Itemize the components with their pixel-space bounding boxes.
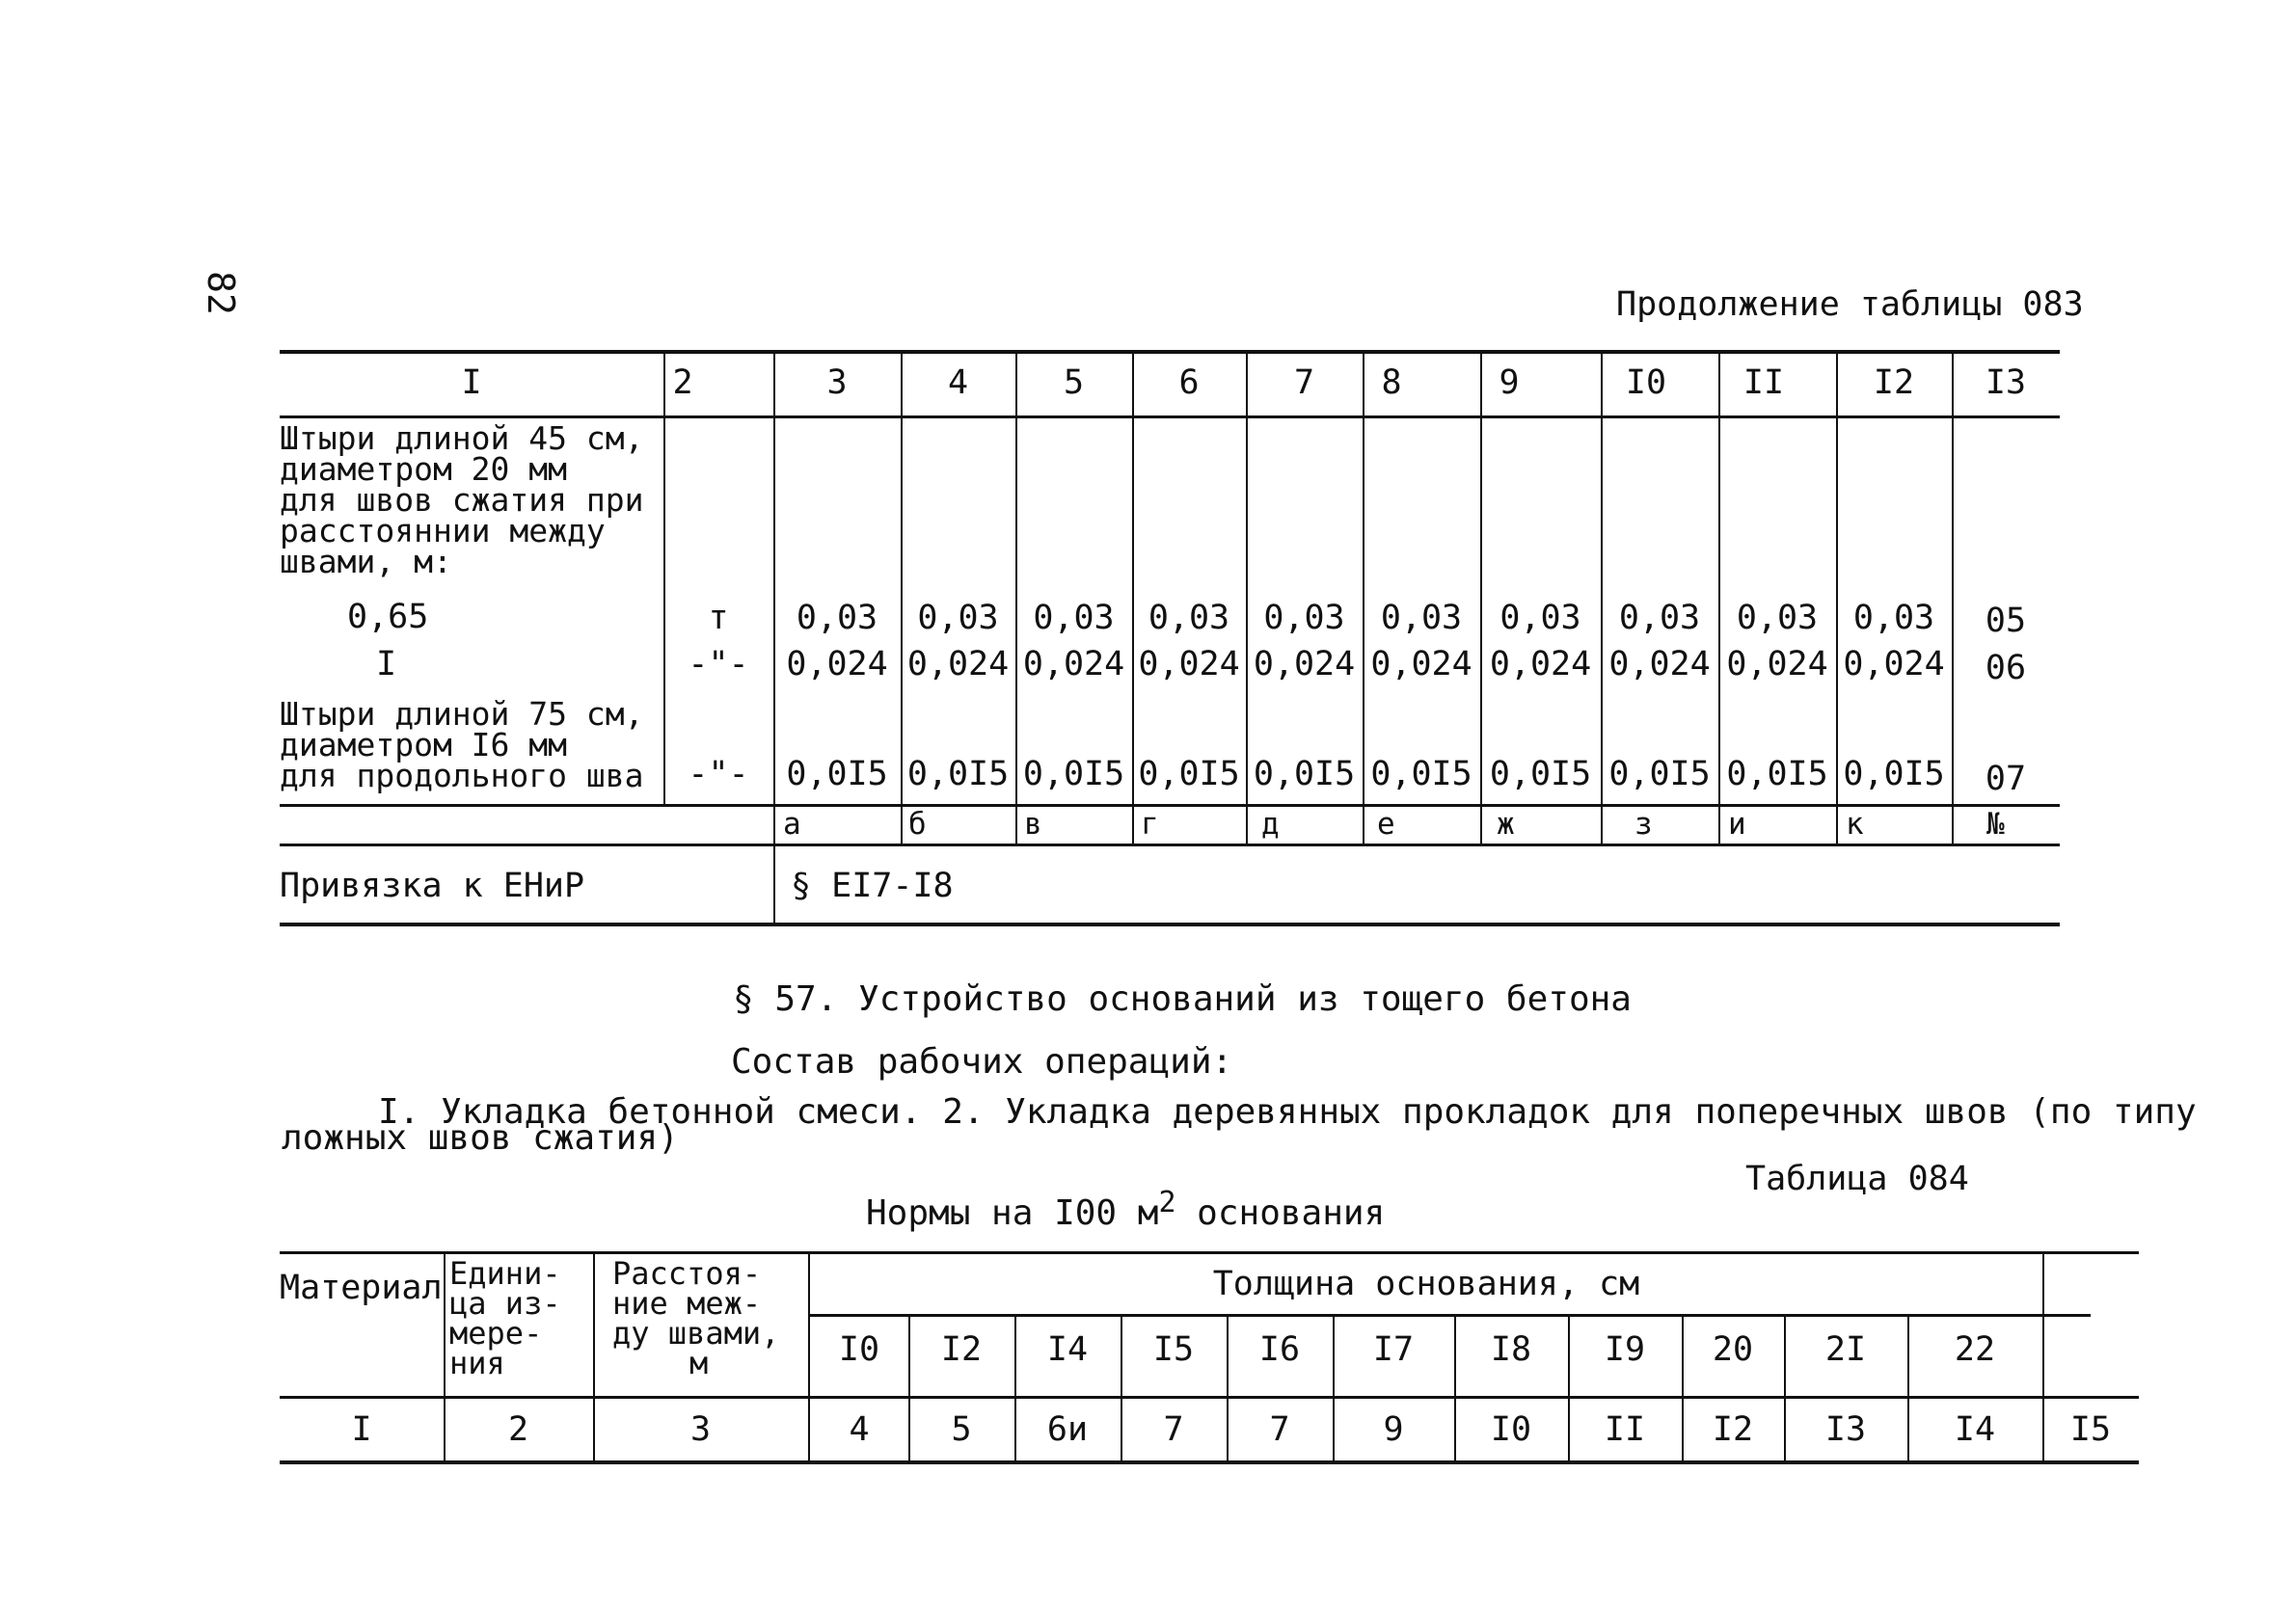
code-cell: 05 (1985, 602, 2027, 640)
letter-cell: ж (1497, 807, 1515, 842)
thickness-col: 20 (1712, 1330, 1754, 1369)
value-cell: 0,03 (1499, 599, 1581, 637)
column-number: 5 (951, 1410, 972, 1449)
value-cell: 0,0I5 (1370, 755, 1472, 793)
unit-cell: т (708, 599, 729, 637)
header-cell: I3 (1985, 363, 2027, 402)
reference-value: § EI7-I8 (791, 867, 954, 905)
norms-suffix: основания (1175, 1193, 1386, 1233)
row-label: 0,65 (347, 598, 429, 636)
header-material: Материал (280, 1269, 443, 1307)
column-number: I4 (1954, 1410, 1996, 1449)
letter-cell: в (1024, 807, 1042, 842)
thickness-col: I6 (1258, 1330, 1301, 1369)
norms-superscript: 2 (1158, 1186, 1176, 1219)
thickness-col: I9 (1604, 1330, 1646, 1369)
value-cell: 0,0I5 (1489, 755, 1592, 793)
value-cell: 0,03 (1380, 599, 1463, 637)
value-cell: 0,0I5 (1843, 755, 1945, 793)
letter-cell: г (1141, 807, 1159, 842)
operations-line-1: I. Укладка бетонной смеси. 2. Укладка деревянных прокладок для поперечных швов (по типу (378, 1092, 2197, 1132)
norms-prefix: Нормы на I00 м (866, 1193, 1159, 1233)
header-cell: I2 (1873, 363, 1915, 402)
thickness-col: I4 (1046, 1330, 1089, 1369)
norms-heading (866, 1186, 1385, 1233)
letter-cell: к (1846, 807, 1864, 842)
value-cell: 0,0I5 (1726, 755, 1828, 793)
section-title: § 57. Устройство оснований из тощего бетона (733, 979, 1632, 1019)
value-cell: 0,03 (1148, 599, 1230, 637)
header-thickness: Толщина основания, см (1212, 1265, 1640, 1303)
value-cell: 0,024 (1608, 645, 1711, 683)
letter-cell: д (1261, 807, 1280, 842)
thickness-col: I5 (1152, 1330, 1195, 1369)
header-unit: Едини- ца из- мере- ния (449, 1255, 561, 1381)
value-cell: 0,03 (1852, 599, 1935, 637)
thickness-col: I2 (940, 1330, 983, 1369)
thickness-col: 22 (1954, 1330, 1996, 1369)
value-cell: 0,03 (1033, 599, 1115, 637)
table-083 (280, 350, 2060, 928)
value-cell: 0,0I5 (786, 755, 888, 793)
header-cell: 9 (1499, 363, 1520, 402)
letter-cell: е (1377, 807, 1395, 842)
thickness-col: I7 (1372, 1330, 1415, 1369)
header-cell: 8 (1381, 363, 1402, 402)
header-cell: 4 (947, 363, 969, 402)
thickness-col: 2I (1824, 1330, 1867, 1369)
code-cell: 07 (1985, 760, 2027, 798)
column-number: I5 (2069, 1410, 2112, 1449)
value-cell: 0,0I5 (1253, 755, 1356, 793)
column-number: 7 (1163, 1410, 1184, 1449)
column-number: II (1604, 1410, 1646, 1449)
column-number: 2 (507, 1410, 529, 1449)
column-number: I3 (1824, 1410, 1867, 1449)
code-cell: 06 (1985, 649, 2027, 687)
column-number: 9 (1383, 1410, 1404, 1449)
column-number: I2 (1712, 1410, 1754, 1449)
letter-cell: б (908, 807, 927, 842)
header-cell: I0 (1625, 363, 1667, 402)
value-cell: 0,0I5 (1022, 755, 1125, 793)
letter-cell: а (783, 807, 801, 842)
unit-cell: -"- (688, 645, 749, 683)
column-number: 6и (1046, 1410, 1089, 1449)
value-cell: 0,024 (1138, 645, 1240, 683)
value-cell: 0,024 (1022, 645, 1125, 683)
value-cell: 0,024 (906, 645, 1010, 683)
page-number: 82 (199, 271, 242, 315)
value-cell: 0,0I5 (906, 755, 1010, 793)
column-number: I (351, 1410, 372, 1449)
letter-cell: № (1986, 807, 2005, 842)
row-description: Штыри длиной 75 см, диаметром I6 мм для продольного шва (280, 695, 644, 794)
value-cell: 0,03 (796, 599, 878, 637)
value-cell: 0,024 (1370, 645, 1472, 683)
operations-heading: Состав рабочих операций: (731, 1042, 1233, 1082)
header-cell: 5 (1063, 363, 1085, 402)
value-cell: 0,024 (1726, 645, 1828, 683)
thickness-col: I0 (838, 1330, 880, 1369)
thickness-col: I8 (1490, 1330, 1532, 1369)
header-cell: II (1742, 363, 1785, 402)
value-cell: 0,03 (1618, 599, 1701, 637)
letter-cell: з (1634, 807, 1653, 842)
header-distance: Расстоя- ние меж- ду швами, м (612, 1255, 780, 1381)
table-continuation-label: Продолжение таблицы 083 (1616, 285, 2084, 324)
column-number: 3 (689, 1410, 712, 1449)
row-label: I (376, 645, 397, 683)
header-cell: 3 (826, 363, 848, 402)
header-cell: 2 (672, 363, 693, 402)
value-cell: 0,024 (786, 645, 888, 683)
value-cell: 0,024 (1253, 645, 1356, 683)
reference-label: Привязка к ЕНиР (280, 867, 585, 905)
header-cell: 7 (1293, 363, 1315, 402)
column-number: 7 (1269, 1410, 1290, 1449)
unit-cell: -"- (688, 755, 749, 793)
table-084-label: Таблица 084 (1745, 1160, 1969, 1198)
operations-line-2: ложных швов сжатия) (282, 1118, 679, 1158)
header-cell: I (461, 363, 482, 402)
letter-cell: и (1728, 807, 1746, 842)
value-cell: 0,0I5 (1608, 755, 1711, 793)
column-number: I0 (1490, 1410, 1532, 1449)
value-cell: 0,03 (1263, 599, 1345, 637)
value-cell: 0,03 (1736, 599, 1819, 637)
column-number: 4 (849, 1410, 870, 1449)
value-cell: 0,024 (1489, 645, 1592, 683)
row-description: Штыри длиной 45 см, диаметром 20 мм для швов сжатия при расстояннии между швами, м: (280, 419, 644, 580)
value-cell: 0,0I5 (1138, 755, 1240, 793)
value-cell: 0,03 (917, 599, 999, 637)
header-cell: 6 (1178, 363, 1200, 402)
value-cell: 0,024 (1843, 645, 1945, 683)
table-084 (280, 1251, 2139, 1465)
